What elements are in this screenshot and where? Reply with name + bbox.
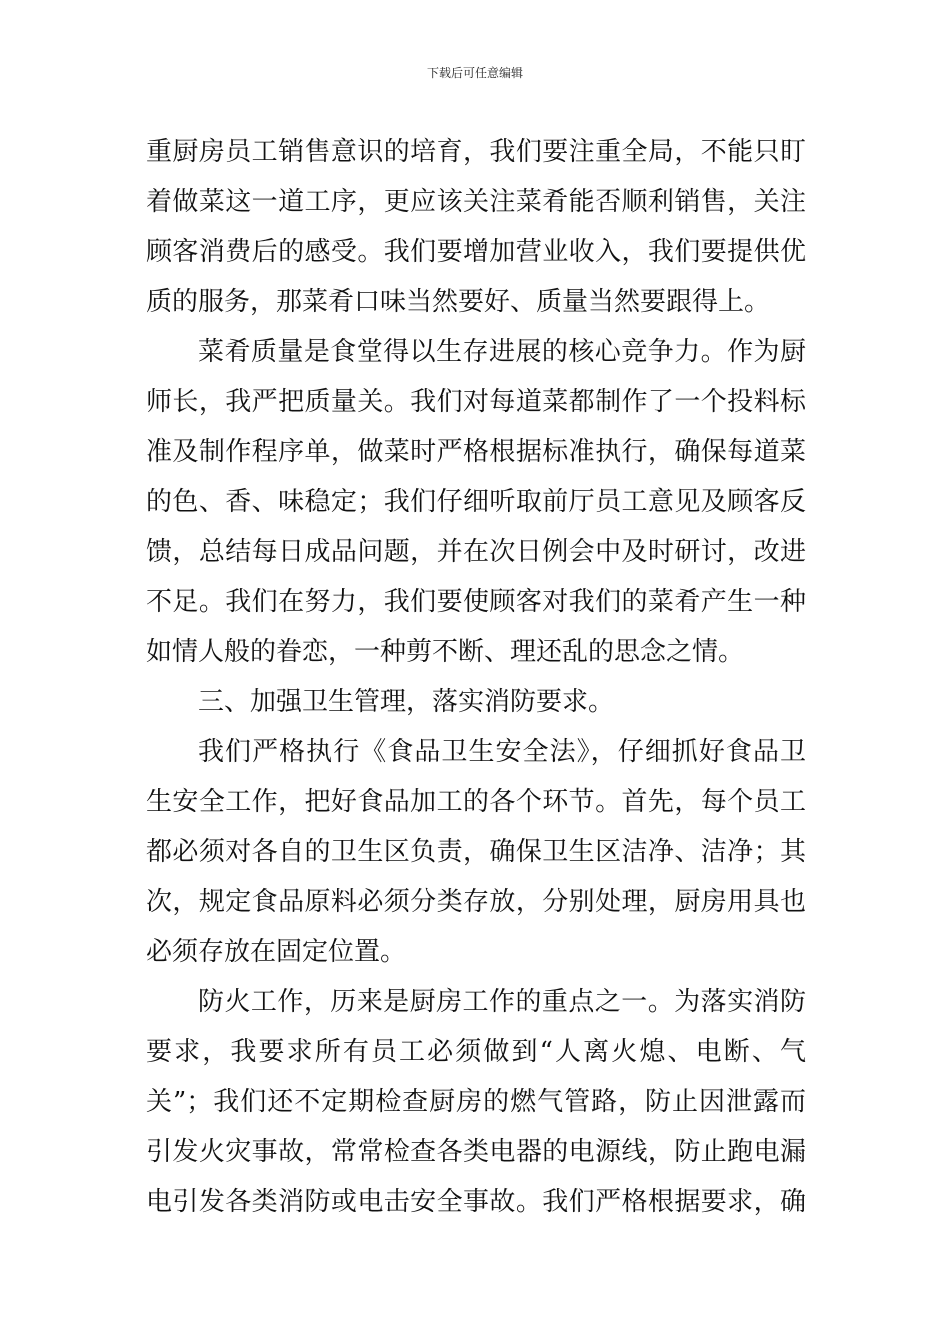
text-line: 重厨房员工销售意识的培育，我们要注重全局，不能只盯 xyxy=(146,137,806,167)
text-line: 着做菜这一道工序，更应该关注菜肴能否顺利销售，关注 xyxy=(146,187,806,217)
text-line: 关”；我们还不定期检查厨房的燃气管路，防止因泄露而 xyxy=(146,1087,806,1117)
text-line: 师长，我严把质量关。我们对每道菜都制作了一个投料标 xyxy=(146,387,806,417)
page-header: 下载后可任意编辑 xyxy=(426,66,523,80)
text-line: 顾客消费后的感受。我们要增加营业收入，我们要提供优 xyxy=(146,237,806,267)
text-line: 质的服务，那菜肴口味当然要好、质量当然要跟得上。 xyxy=(146,287,771,317)
text-line: 生安全工作，把好食品加工的各个环节。首先，每个员工 xyxy=(146,787,806,817)
section-heading: 三、加强卫生管理，落实消防要求。 xyxy=(198,687,615,717)
paragraph-first-line: 菜肴质量是食堂得以生存进展的核心竞争力。作为厨 xyxy=(198,337,806,367)
text-line: 如情人般的眷恋，一种剪不断、理还乱的思念之情。 xyxy=(146,637,745,667)
text-line: 都必须对各自的卫生区负责，确保卫生区洁净、洁净；其 xyxy=(146,837,806,867)
text-line: 的色、香、味稳定；我们仔细听取前厅员工意见及顾客反 xyxy=(146,487,806,517)
body-text xyxy=(146,127,806,1227)
text-line: 不足。我们在努力，我们要使顾客对我们的菜肴产生一种 xyxy=(146,587,806,617)
paragraph-first-line: 防火工作，历来是厨房工作的重点之一。为落实消防 xyxy=(198,987,806,1017)
text-line: 引发火灾事故，常常检查各类电器的电源线，防止跑电漏 xyxy=(146,1137,806,1167)
text-line: 准及制作程序单，做菜时严格根据标准执行，确保每道菜 xyxy=(146,437,806,467)
text-line: 必须存放在固定位置。 xyxy=(146,937,407,967)
text-line: 馈，总结每日成品问题，并在次日例会中及时研讨，改进 xyxy=(146,537,806,567)
text-line: 次，规定食品原料必须分类存放，分别处理，厨房用具也 xyxy=(146,887,806,917)
text-line: 要求，我要求所有员工必须做到“人离火熄、电断、气 xyxy=(146,1037,806,1067)
paragraph-first-line: 我们严格执行《食品卫生安全法》，仔细抓好食品卫 xyxy=(198,737,806,767)
text-line: 电引发各类消防或电击安全事故。我们严格根据要求，确 xyxy=(146,1187,806,1217)
